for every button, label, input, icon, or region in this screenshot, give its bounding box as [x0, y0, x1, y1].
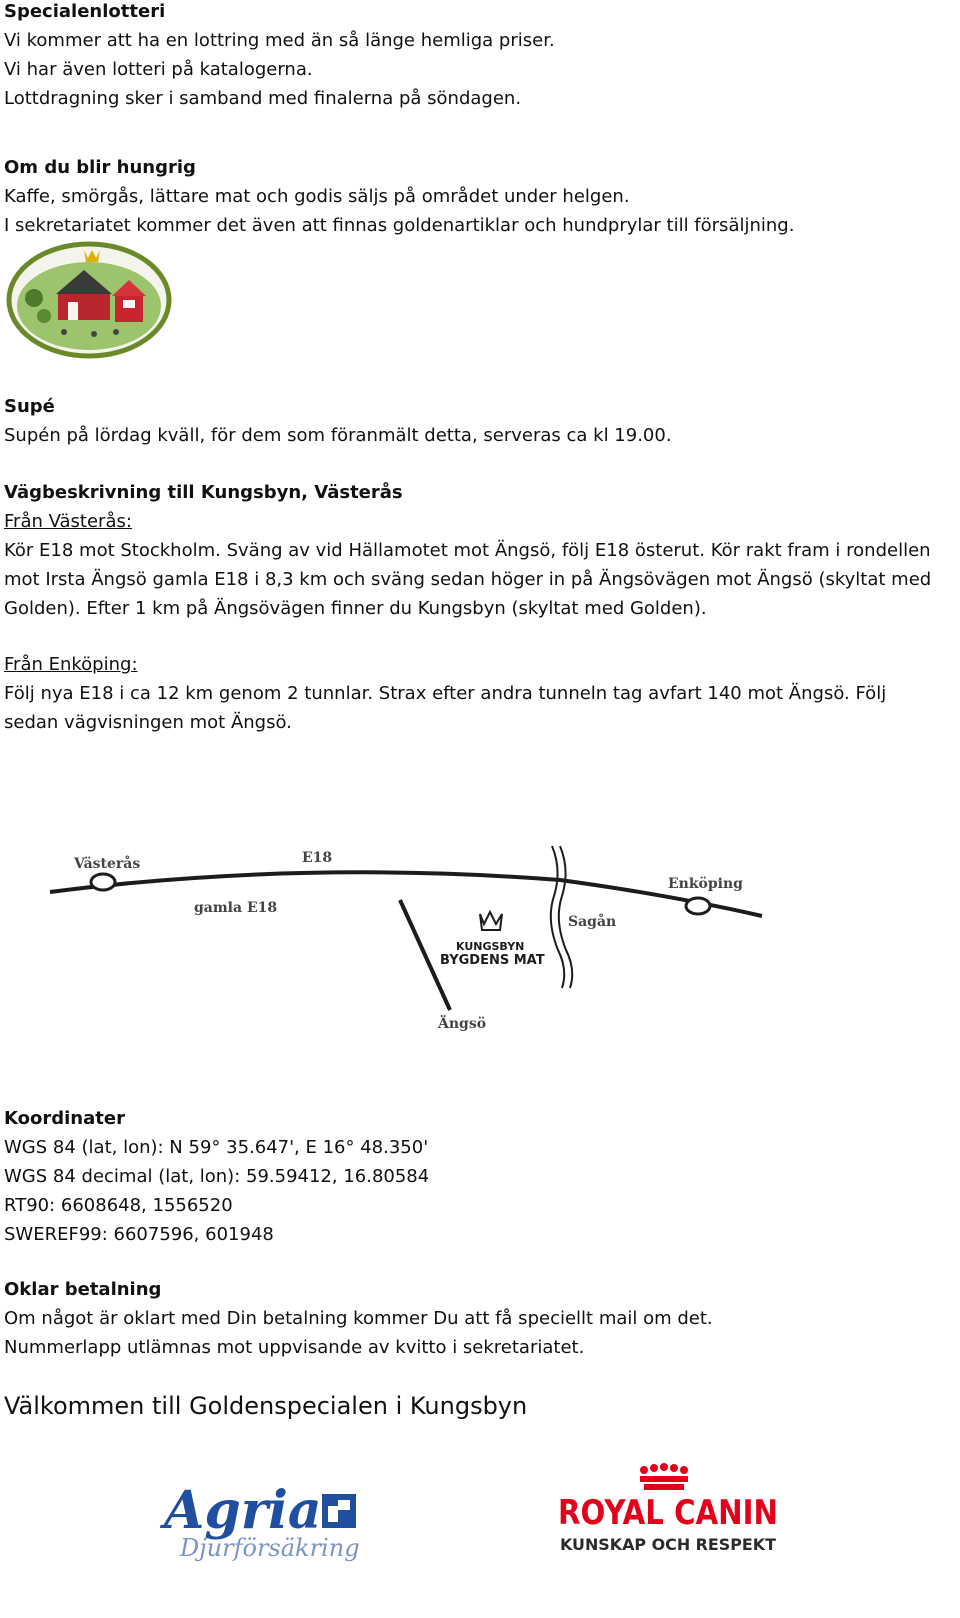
venue-figure [91, 331, 97, 337]
agria-logo [162, 1476, 362, 1566]
venue-door [68, 302, 78, 320]
koordinat-line: WGS 84 decimal (lat, lon): 59.59412, 16.80584 [4, 1166, 430, 1187]
heading-lotteri: Specialenlotteri [4, 1, 166, 22]
section-hungrig [4, 153, 794, 240]
royal-canin-tagline: KUNSKAP OCH RESPEKT [560, 1535, 777, 1554]
koordinat-line: RT90: 6608648, 1556520 [4, 1195, 233, 1216]
lotteri-line: Lottdragning sker i samband med finalerna på söndagen. [4, 88, 522, 109]
heading-koordinater: Koordinater [4, 1108, 125, 1129]
river-sagan [551, 846, 564, 988]
text-fran-enkoping: Följ nya E18 i ca 12 km genom 2 tunnlar. Strax efter andra tunneln tag avfart 140 mot Ängsö. Följ sedan vägvisningen mot Ängsö. [4, 683, 887, 733]
venue-tree [37, 309, 51, 323]
section-supe [4, 392, 672, 450]
venue-barn [58, 294, 110, 320]
map-label-vasteras: Västerås [74, 856, 141, 872]
map-label-enkoping: Enköping [668, 876, 743, 892]
map-label-gamla-e18: gamla E18 [194, 900, 278, 916]
vasteras-marker [91, 874, 115, 890]
map-label-kungsbyn: KUNGSBYN [456, 940, 525, 953]
lotteri-line: Vi kommer att ha en lottring med än så länge hemliga priser. [4, 30, 555, 51]
koordinat-line: WGS 84 (lat, lon): N 59° 35.647', E 16° 48.350' [4, 1137, 429, 1158]
venue-illustration [4, 236, 174, 360]
heading-hungrig: Om du blir hungrig [4, 157, 196, 178]
oklar-line: Om något är oklart med Din betalning kommer Du att få speciellt mail om det. [4, 1308, 713, 1329]
section-lotteri [4, 0, 555, 113]
enkoping-marker [686, 898, 710, 914]
venue-figure [61, 329, 67, 335]
agria-wordmark: Agria [164, 1480, 322, 1541]
hungrig-line: I sekretariatet kommer det även att finnas goldenartiklar och hundprylar till försäljning. [4, 215, 795, 236]
route-map [50, 840, 770, 1040]
venue-house [115, 296, 143, 322]
map-label-bygdens-mat: BYGDENS MAT [440, 953, 545, 968]
section-welcome [4, 1390, 527, 1422]
hungrig-line: Kaffe, smörgås, lättare mat och godis säljs på området under helgen. [4, 186, 630, 207]
section-vagbeskrivning [4, 478, 939, 623]
agria-tagline: Djurförsäkring [180, 1534, 360, 1562]
koordinat-line: SWEREF99: 6607596, 601948 [4, 1224, 274, 1245]
map-label-sagan: Sagån [568, 914, 617, 930]
section-koordinater [4, 1104, 429, 1249]
venue-tree [25, 289, 43, 307]
crown-icon [640, 1463, 688, 1490]
agria-square-icon [322, 1494, 356, 1528]
royal-canin-logo [556, 1462, 786, 1562]
oklar-line: Nummerlapp utlämnas mot uppvisande av kvitto i sekretariatet. [4, 1337, 585, 1358]
heading-oklar-betalning: Oklar betalning [4, 1279, 162, 1300]
label-fran-enkoping: Från Enköping: [4, 654, 138, 675]
section-fran-enkoping [4, 650, 904, 737]
map-label-e18: E18 [302, 850, 333, 866]
map-label-angso: Ängsö [438, 1016, 487, 1032]
label-fran-vasteras: Från Västerås: [4, 511, 132, 532]
heading-vagbeskrivning: Vägbeskrivning till Kungsbyn, Västerås [4, 482, 403, 503]
royal-canin-wordmark: ROYAL CANIN [558, 1493, 778, 1533]
crown-icon [480, 912, 502, 930]
lotteri-line: Vi har även lotteri på katalogerna. [4, 59, 313, 80]
text-fran-vasteras: Kör E18 mot Stockholm. Sväng av vid Hällamotet mot Ängsö, följ E18 österut. Kör rakt fram i rondellen mot Irsta Ängsö gamla E18 i 8,3 km och sväng sedan höger in på Ängsövägen mot Ängsö (skyltat med Golden). Efter 1 km på Ängsövägen finner du Kungsbyn (skyltat med Golden). [4, 540, 932, 619]
venue-figure [113, 329, 119, 335]
welcome-text: Välkommen till Goldenspecialen i Kungsbyn [4, 1392, 528, 1420]
venue-sign [123, 300, 135, 308]
heading-supe: Supé [4, 396, 55, 417]
section-oklar-betalning [4, 1275, 713, 1362]
supe-text: Supén på lördag kväll, för dem som föranmält detta, serveras ca kl 19.00. [4, 425, 672, 446]
